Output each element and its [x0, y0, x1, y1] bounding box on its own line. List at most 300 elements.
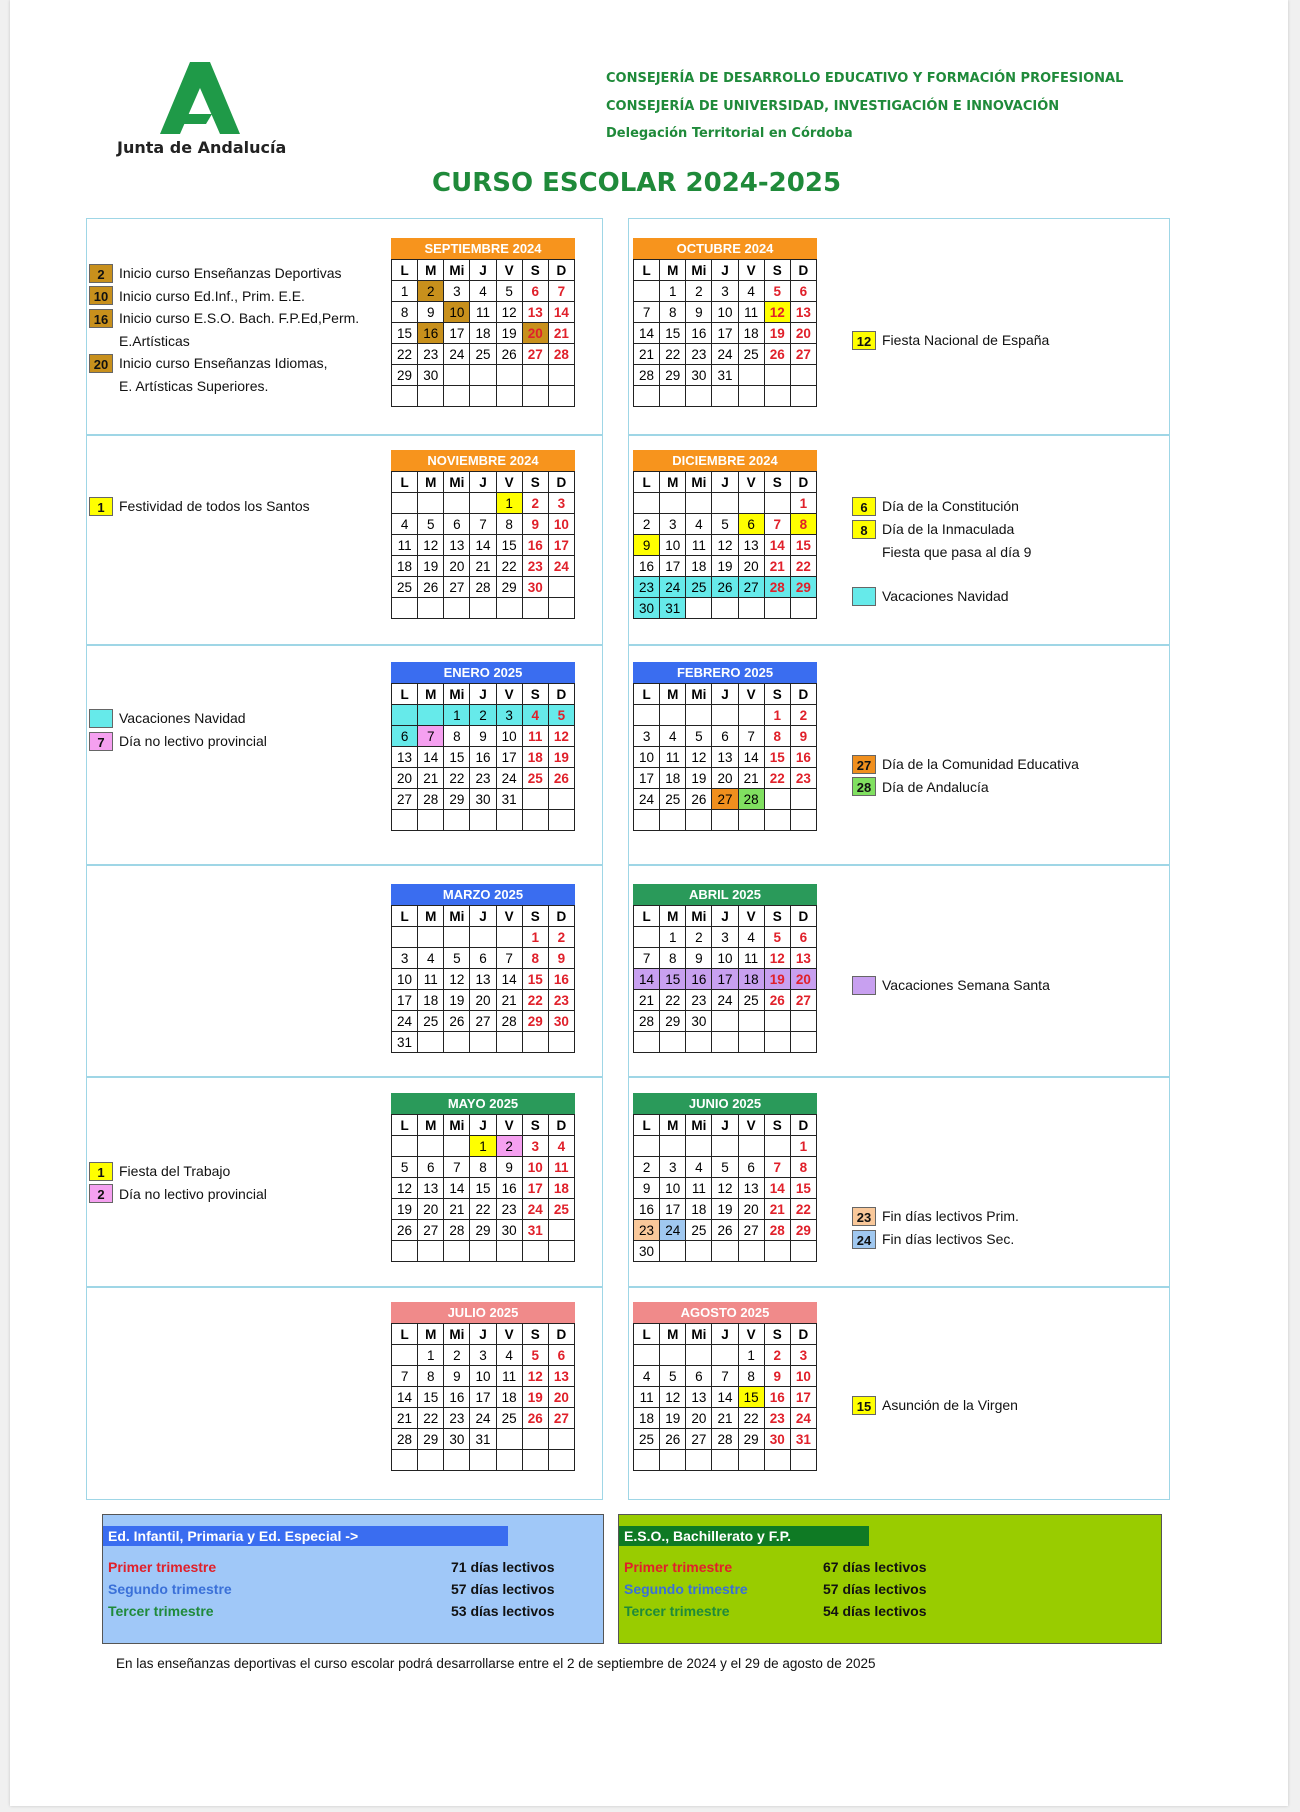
- day-cell: 28: [765, 577, 791, 598]
- legend-text: Día no lectivo provincial: [119, 732, 267, 749]
- month-grid: [633, 683, 817, 831]
- day-cell: 27: [739, 1220, 765, 1241]
- junta-logo-icon: [160, 62, 240, 134]
- empty-cell: [392, 1241, 418, 1262]
- legend-text: Fiesta del Trabajo: [119, 1162, 231, 1179]
- day-cell: 14: [765, 535, 791, 556]
- day-cell: 20: [523, 323, 549, 344]
- day-cell: 27: [418, 1220, 444, 1241]
- day-cell: 15: [418, 1387, 444, 1408]
- weekday-header: V: [739, 1115, 765, 1136]
- day-cell: 10: [523, 1157, 549, 1178]
- day-cell: 2: [418, 281, 444, 302]
- day-cell: 17: [634, 768, 660, 789]
- day-cell: 17: [392, 990, 418, 1011]
- day-cell: 1: [791, 493, 817, 514]
- day-cell: 10: [712, 302, 738, 323]
- day-cell: 29: [470, 1220, 496, 1241]
- legend-text: Vacaciones Navidad: [119, 709, 246, 726]
- day-cell: 9: [497, 1157, 523, 1178]
- day-cell: 17: [549, 535, 575, 556]
- day-cell: 13: [791, 302, 817, 323]
- empty-cell: [523, 1429, 549, 1450]
- day-cell: 18: [739, 969, 765, 990]
- day-cell: 19: [497, 323, 523, 344]
- day-cell: 12: [712, 535, 738, 556]
- weekday-header: S: [765, 684, 791, 705]
- empty-cell: [470, 493, 496, 514]
- day-cell: 5: [712, 514, 738, 535]
- empty-cell: [392, 810, 418, 831]
- day-cell: 30: [418, 365, 444, 386]
- month-title: DICIEMBRE 2024: [633, 450, 817, 471]
- day-cell: 21: [712, 1408, 738, 1429]
- day-cell: 15: [444, 747, 470, 768]
- legend-item: [89, 1183, 267, 1204]
- legend-swatch: 23: [852, 1207, 876, 1226]
- day-cell: 14: [549, 302, 575, 323]
- empty-cell: [444, 810, 470, 831]
- empty-cell: [791, 386, 817, 407]
- day-cell: 18: [549, 1178, 575, 1199]
- day-cell: 9: [791, 726, 817, 747]
- weekday-header: L: [392, 1324, 418, 1345]
- legend-item: [852, 1394, 1018, 1415]
- weekday-header: Mi: [444, 906, 470, 927]
- day-cell: 3: [392, 948, 418, 969]
- day-cell: 29: [791, 577, 817, 598]
- weekday-header: Mi: [686, 1115, 712, 1136]
- legend-swatch: [89, 376, 113, 395]
- empty-cell: [634, 810, 660, 831]
- day-cell: 7: [497, 948, 523, 969]
- empty-cell: [634, 493, 660, 514]
- empty-cell: [765, 493, 791, 514]
- day-cell: 17: [470, 1387, 496, 1408]
- month-title: SEPTIEMBRE 2024: [391, 238, 575, 259]
- day-cell: 16: [634, 556, 660, 577]
- weekday-header: J: [712, 472, 738, 493]
- weekday-header: J: [712, 260, 738, 281]
- empty-cell: [392, 705, 418, 726]
- day-cell: 14: [392, 1387, 418, 1408]
- weekday-header: D: [791, 472, 817, 493]
- day-cell: 20: [470, 990, 496, 1011]
- day-cell: 23: [444, 1408, 470, 1429]
- day-cell: 1: [470, 1136, 496, 1157]
- day-cell: 8: [765, 726, 791, 747]
- day-cell: 15: [660, 969, 686, 990]
- empty-cell: [791, 789, 817, 810]
- day-cell: 27: [791, 344, 817, 365]
- day-cell: 15: [739, 1387, 765, 1408]
- legend-text: Vacaciones Navidad: [882, 587, 1009, 604]
- day-cell: 21: [549, 323, 575, 344]
- day-cell: 10: [634, 747, 660, 768]
- day-cell: 27: [739, 577, 765, 598]
- empty-cell: [392, 598, 418, 619]
- empty-cell: [686, 1032, 712, 1053]
- day-cell: 9: [470, 726, 496, 747]
- day-cell: 13: [712, 747, 738, 768]
- empty-cell: [791, 1241, 817, 1262]
- legend-text: Día de la Constitución: [882, 497, 1019, 514]
- legend-swatch: 8: [852, 520, 876, 539]
- day-cell: 16: [470, 747, 496, 768]
- day-cell: 27: [549, 1408, 575, 1429]
- document-page: [10, 0, 1288, 1806]
- empty-cell: [686, 386, 712, 407]
- weekday-header: D: [791, 684, 817, 705]
- day-cell: 7: [549, 281, 575, 302]
- weekday-header: S: [765, 1115, 791, 1136]
- legend-swatch: [852, 543, 876, 562]
- day-cell: 6: [444, 514, 470, 535]
- day-cell: 24: [470, 1408, 496, 1429]
- empty-cell: [418, 1241, 444, 1262]
- day-cell: 30: [549, 1011, 575, 1032]
- day-cell: 16: [765, 1387, 791, 1408]
- weekday-header: S: [765, 472, 791, 493]
- day-cell: 9: [523, 514, 549, 535]
- day-cell: 18: [660, 768, 686, 789]
- legend-text: Día de la Comunidad Educativa: [882, 755, 1079, 772]
- day-cell: 12: [523, 1366, 549, 1387]
- primaria-t2-value: 57 días lectivos: [451, 1581, 555, 1597]
- day-cell: 7: [634, 948, 660, 969]
- legend-item: [852, 585, 1009, 606]
- day-cell: 22: [392, 344, 418, 365]
- day-cell: 22: [791, 1199, 817, 1220]
- empty-cell: [739, 1136, 765, 1157]
- day-cell: 28: [712, 1429, 738, 1450]
- legend-swatch: [852, 976, 876, 995]
- day-cell: 17: [523, 1178, 549, 1199]
- day-cell: 16: [523, 535, 549, 556]
- day-cell: 17: [712, 969, 738, 990]
- month-title: NOVIEMBRE 2024: [391, 450, 575, 471]
- empty-cell: [549, 386, 575, 407]
- day-cell: 8: [660, 302, 686, 323]
- legend-item: [852, 753, 1079, 774]
- day-cell: 12: [392, 1178, 418, 1199]
- month-grid: [633, 1114, 817, 1262]
- empty-cell: [686, 1345, 712, 1366]
- day-cell: 12: [549, 726, 575, 747]
- day-cell: 14: [444, 1178, 470, 1199]
- calendar-agosto-2025: [633, 1302, 817, 1471]
- empty-cell: [660, 493, 686, 514]
- day-cell: 1: [444, 705, 470, 726]
- empty-cell: [634, 705, 660, 726]
- empty-cell: [634, 1136, 660, 1157]
- day-cell: 25: [418, 1011, 444, 1032]
- day-cell: 10: [660, 1178, 686, 1199]
- empty-cell: [523, 1241, 549, 1262]
- day-cell: 9: [686, 948, 712, 969]
- day-cell: 11: [739, 948, 765, 969]
- day-cell: 18: [470, 323, 496, 344]
- day-cell: 13: [444, 535, 470, 556]
- day-cell: 17: [660, 1199, 686, 1220]
- legend-swatch: [89, 331, 113, 350]
- day-cell: 28: [444, 1220, 470, 1241]
- day-cell: 2: [523, 493, 549, 514]
- day-cell: 8: [791, 514, 817, 535]
- day-cell: 29: [739, 1429, 765, 1450]
- day-cell: 20: [686, 1408, 712, 1429]
- day-cell: 4: [634, 1366, 660, 1387]
- legend-text: Día de la Inmaculada: [882, 520, 1015, 537]
- day-cell: 7: [470, 514, 496, 535]
- empty-cell: [418, 386, 444, 407]
- day-cell: 11: [523, 726, 549, 747]
- day-cell: 28: [392, 1429, 418, 1450]
- day-cell: 13: [392, 747, 418, 768]
- day-cell: 16: [444, 1387, 470, 1408]
- day-cell: 22: [739, 1408, 765, 1429]
- day-cell: 29: [444, 789, 470, 810]
- weekday-header: D: [549, 684, 575, 705]
- day-cell: 30: [634, 1241, 660, 1262]
- legend-swatch: 15: [852, 1396, 876, 1415]
- weekday-header: M: [660, 1324, 686, 1345]
- day-cell: 6: [791, 281, 817, 302]
- weekday-header: L: [634, 684, 660, 705]
- empty-cell: [549, 1429, 575, 1450]
- day-cell: 16: [497, 1178, 523, 1199]
- day-cell: 20: [549, 1387, 575, 1408]
- legend-text: E.Artísticas: [119, 332, 190, 349]
- empty-cell: [765, 598, 791, 619]
- day-cell: 12: [418, 535, 444, 556]
- day-cell: 11: [497, 1366, 523, 1387]
- empty-cell: [634, 386, 660, 407]
- day-cell: 22: [470, 1199, 496, 1220]
- weekday-header: J: [712, 1115, 738, 1136]
- day-cell: 21: [739, 768, 765, 789]
- empty-cell: [497, 1241, 523, 1262]
- empty-cell: [470, 927, 496, 948]
- day-cell: 6: [712, 726, 738, 747]
- day-cell: 24: [444, 344, 470, 365]
- day-cell: 3: [791, 1345, 817, 1366]
- day-cell: 14: [634, 969, 660, 990]
- weekday-header: S: [523, 260, 549, 281]
- empty-cell: [686, 810, 712, 831]
- day-cell: 4: [739, 281, 765, 302]
- month-grid: [391, 259, 575, 407]
- day-cell: 3: [497, 705, 523, 726]
- weekday-header: J: [470, 1324, 496, 1345]
- weekday-header: L: [634, 906, 660, 927]
- empty-cell: [418, 927, 444, 948]
- legend-item: [852, 776, 989, 797]
- day-cell: 28: [418, 789, 444, 810]
- day-cell: 11: [549, 1157, 575, 1178]
- day-cell: 24: [660, 1220, 686, 1241]
- legend-text: Festividad de todos los Santos: [119, 497, 310, 514]
- weekday-header: J: [470, 260, 496, 281]
- day-cell: 29: [660, 1011, 686, 1032]
- weekday-header: V: [497, 260, 523, 281]
- day-cell: 31: [497, 789, 523, 810]
- weekday-header: M: [418, 684, 444, 705]
- day-cell: 3: [712, 927, 738, 948]
- empty-cell: [497, 1450, 523, 1471]
- month-title: MARZO 2025: [391, 884, 575, 905]
- empty-cell: [523, 789, 549, 810]
- day-cell: 26: [660, 1429, 686, 1450]
- month-grid: [633, 259, 817, 407]
- day-cell: 4: [549, 1136, 575, 1157]
- weekday-header: Mi: [686, 1324, 712, 1345]
- day-cell: 26: [712, 1220, 738, 1241]
- weekday-header: L: [634, 472, 660, 493]
- empty-cell: [392, 386, 418, 407]
- legend-item: [89, 262, 342, 283]
- day-cell: 24: [791, 1408, 817, 1429]
- weekday-header: L: [392, 472, 418, 493]
- day-cell: 28: [739, 789, 765, 810]
- empty-cell: [549, 1220, 575, 1241]
- day-cell: 4: [497, 1345, 523, 1366]
- empty-cell: [497, 386, 523, 407]
- footnote: En las enseñanzas deportivas el curso escolar podrá desarrollarse entre el 2 de septiembre de 2024 y el 29 de agosto de 2025: [116, 1656, 876, 1671]
- day-cell: 4: [660, 726, 686, 747]
- day-cell: 13: [549, 1366, 575, 1387]
- weekday-header: M: [418, 1115, 444, 1136]
- day-cell: 2: [791, 705, 817, 726]
- legend-swatch: 27: [852, 755, 876, 774]
- day-cell: 7: [634, 302, 660, 323]
- empty-cell: [660, 1241, 686, 1262]
- day-cell: 26: [765, 344, 791, 365]
- day-cell: 8: [392, 302, 418, 323]
- empty-cell: [418, 810, 444, 831]
- day-cell: 31: [791, 1429, 817, 1450]
- legend-text: Fin días lectivos Prim.: [882, 1207, 1019, 1224]
- weekday-header: J: [712, 906, 738, 927]
- day-cell: 18: [497, 1387, 523, 1408]
- day-cell: 30: [686, 1011, 712, 1032]
- day-cell: 1: [660, 927, 686, 948]
- day-cell: 4: [686, 514, 712, 535]
- day-cell: 1: [660, 281, 686, 302]
- day-cell: 7: [418, 726, 444, 747]
- day-cell: 9: [765, 1366, 791, 1387]
- empty-cell: [418, 1136, 444, 1157]
- empty-cell: [765, 365, 791, 386]
- day-cell: 20: [791, 969, 817, 990]
- day-cell: 17: [712, 323, 738, 344]
- day-cell: 8: [791, 1157, 817, 1178]
- empty-cell: [444, 927, 470, 948]
- empty-cell: [765, 1450, 791, 1471]
- day-cell: 13: [470, 969, 496, 990]
- empty-cell: [660, 1136, 686, 1157]
- day-cell: 23: [523, 556, 549, 577]
- month-title: OCTUBRE 2024: [633, 238, 817, 259]
- weekday-header: D: [791, 1115, 817, 1136]
- day-cell: 10: [712, 948, 738, 969]
- day-cell: 8: [470, 1157, 496, 1178]
- day-cell: 6: [686, 1366, 712, 1387]
- day-cell: 16: [549, 969, 575, 990]
- empty-cell: [497, 1032, 523, 1053]
- weekday-header: V: [739, 472, 765, 493]
- legend-item: [89, 375, 268, 396]
- empty-cell: [686, 1241, 712, 1262]
- empty-cell: [470, 365, 496, 386]
- empty-cell: [523, 1450, 549, 1471]
- day-cell: 26: [497, 344, 523, 365]
- day-cell: 28: [634, 365, 660, 386]
- day-cell: 9: [686, 302, 712, 323]
- day-cell: 11: [739, 302, 765, 323]
- month-grid: [391, 1114, 575, 1262]
- day-cell: 2: [444, 1345, 470, 1366]
- day-cell: 25: [497, 1408, 523, 1429]
- day-cell: 23: [686, 344, 712, 365]
- day-cell: 16: [418, 323, 444, 344]
- empty-cell: [791, 1450, 817, 1471]
- weekday-header: V: [739, 906, 765, 927]
- day-cell: 4: [392, 514, 418, 535]
- legend-text: Inicio curso E.S.O. Bach. F.P.Ed,Perm.: [119, 309, 360, 326]
- weekday-header: D: [791, 260, 817, 281]
- weekday-header: D: [549, 906, 575, 927]
- legend-text: Vacaciones Semana Santa: [882, 976, 1050, 993]
- empty-cell: [392, 927, 418, 948]
- day-cell: 18: [392, 556, 418, 577]
- weekday-header: V: [497, 1115, 523, 1136]
- empty-cell: [523, 1032, 549, 1053]
- day-cell: 27: [523, 344, 549, 365]
- day-cell: 24: [712, 344, 738, 365]
- empty-cell: [634, 1345, 660, 1366]
- month-title: JUNIO 2025: [633, 1093, 817, 1114]
- legend-item: [852, 329, 1049, 350]
- day-cell: 11: [392, 535, 418, 556]
- day-cell: 18: [523, 747, 549, 768]
- empty-cell: [739, 810, 765, 831]
- day-cell: 26: [444, 1011, 470, 1032]
- day-cell: 1: [392, 281, 418, 302]
- day-cell: 22: [660, 990, 686, 1011]
- primaria-t1-label: Primer trimestre: [108, 1559, 217, 1575]
- day-cell: 2: [634, 514, 660, 535]
- day-cell: 12: [765, 948, 791, 969]
- legend-item: [852, 1228, 1014, 1249]
- empty-cell: [470, 598, 496, 619]
- day-cell: 25: [739, 344, 765, 365]
- day-cell: 15: [497, 535, 523, 556]
- day-cell: 19: [549, 747, 575, 768]
- legend-swatch: 10: [89, 286, 113, 305]
- day-cell: 15: [765, 747, 791, 768]
- day-cell: 8: [497, 514, 523, 535]
- calendar-octubre-2024: [633, 238, 817, 407]
- empty-cell: [418, 1450, 444, 1471]
- weekday-header: S: [523, 472, 549, 493]
- weekday-header: M: [418, 472, 444, 493]
- day-cell: 29: [791, 1220, 817, 1241]
- day-cell: 6: [392, 726, 418, 747]
- day-cell: 2: [470, 705, 496, 726]
- primaria-t1-value: 71 días lectivos: [451, 1559, 555, 1575]
- day-cell: 14: [497, 969, 523, 990]
